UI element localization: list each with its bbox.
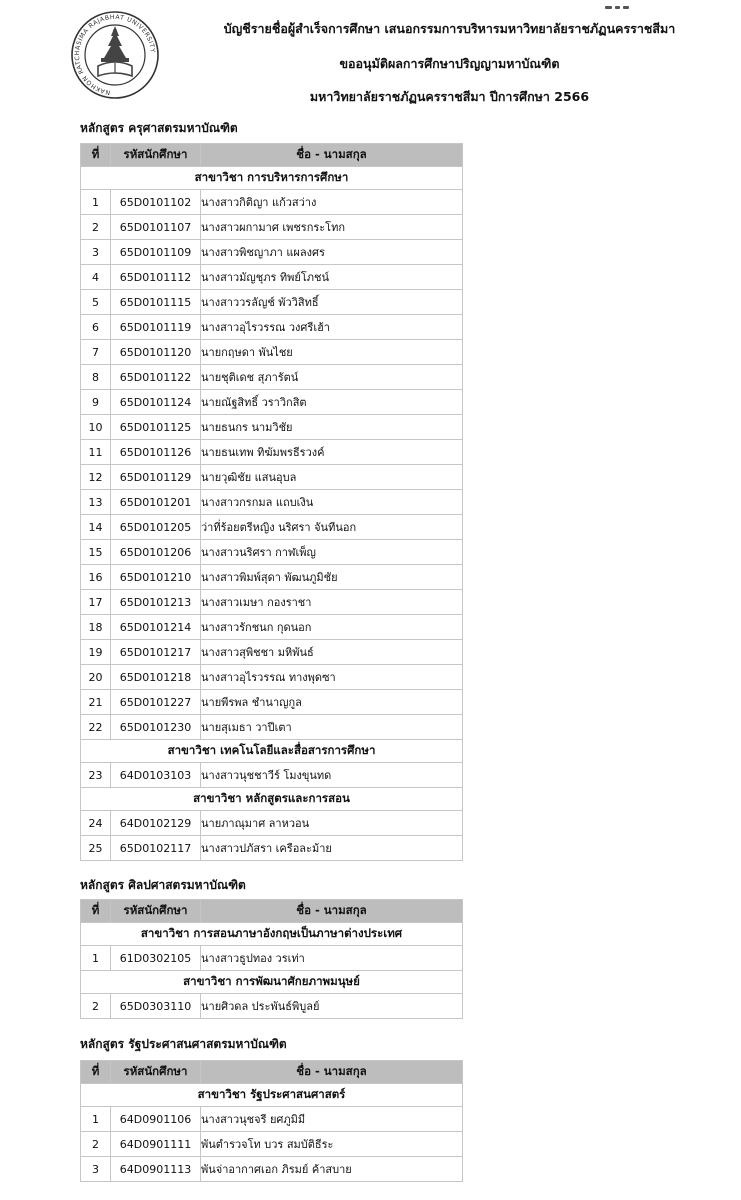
table-row [81, 665, 463, 690]
student-name: นางสาวนริศรา กาฬเพ็ญ [201, 540, 463, 565]
row-number: 2 [81, 215, 111, 240]
decorative-mark [605, 6, 629, 10]
student-id: 64D0901106 [111, 1107, 201, 1132]
student-id: 65D0101227 [111, 690, 201, 715]
branch-row [81, 788, 463, 811]
row-number: 14 [81, 515, 111, 540]
row-number: 15 [81, 540, 111, 565]
table-row [81, 590, 463, 615]
student-id: 65D0101109 [111, 240, 201, 265]
table-row [81, 811, 463, 836]
university-seal-logo [70, 10, 160, 100]
student-id: 65D0101201 [111, 490, 201, 515]
student-name: นายภาณุมาศ ลาหวอน [201, 811, 463, 836]
student-id: 65D0101115 [111, 290, 201, 315]
student-name: พันตำรวจโท บวร สมบัติธีระ [201, 1132, 463, 1157]
student-id: 65D0101126 [111, 440, 201, 465]
table-row [81, 265, 463, 290]
table-header-row [81, 900, 463, 923]
student-name: นางสาวปภัสรา เครือละม้าย [201, 836, 463, 861]
row-number: 17 [81, 590, 111, 615]
student-id: 64D0901113 [111, 1157, 201, 1182]
table-row [81, 490, 463, 515]
table-row [81, 415, 463, 440]
table-header-row [81, 144, 463, 167]
student-id: 64D0103103 [111, 763, 201, 788]
student-id: 65D0101107 [111, 215, 201, 240]
student-name: นายณัฐสิทธิ์ วราวิกสิต [201, 390, 463, 415]
branch-row [81, 971, 463, 994]
student-name: นายวุฒิชัย แสนอุบล [201, 465, 463, 490]
row-number: 22 [81, 715, 111, 740]
branch-row [81, 167, 463, 190]
student-name: นายสุเมธา วาปีเตา [201, 715, 463, 740]
row-number: 10 [81, 415, 111, 440]
row-number: 3 [81, 1157, 111, 1182]
student-id: 65D0101205 [111, 515, 201, 540]
table-row [81, 240, 463, 265]
student-name: นางสาวนุชชาวีร์ โมงขุนทด [201, 763, 463, 788]
student-name: นางสาวนุชจรี ยศภูมิมี [201, 1107, 463, 1132]
university-year-line: มหาวิทยาลัยราชภัฏนครราชสีมา ปีการศึกษา 2566 [309, 89, 590, 104]
student-name: นายศิวดล ประพันธ์พิบูลย์ [201, 994, 463, 1019]
student-name: ว่าที่ร้อยตรีหญิง นริศรา จันทีนอก [201, 515, 463, 540]
row-number: 20 [81, 665, 111, 690]
table-row [81, 290, 463, 315]
student-id: 65D0102117 [111, 836, 201, 861]
column-header-no: ที่ [81, 144, 111, 167]
row-number: 1 [81, 1107, 111, 1132]
student-id: 65D0101122 [111, 365, 201, 390]
row-number: 16 [81, 565, 111, 590]
row-number: 19 [81, 640, 111, 665]
table-row [81, 836, 463, 861]
branch-name: สาขาวิชา การพัฒนาศักยภาพมนุษย์ [81, 971, 463, 994]
program-title: หลักสูตร ศิลปศาสตรมหาบัณฑิต [80, 878, 246, 892]
student-id: 65D0101119 [111, 315, 201, 340]
table-row [81, 640, 463, 665]
document-subtitle: ขออนุมัติผลการศึกษาปริญญามหาบัณฑิต [339, 56, 560, 71]
table-row [81, 565, 463, 590]
table-row [81, 690, 463, 715]
table-row [81, 763, 463, 788]
branch-name: สาขาวิชา การบริหารการศึกษา [81, 167, 463, 190]
student-name: นางสาวรักชนก กุดนอก [201, 615, 463, 640]
student-id: 65D0101217 [111, 640, 201, 665]
row-number: 21 [81, 690, 111, 715]
student-id: 65D0101125 [111, 415, 201, 440]
student-name: นางสาวกรกมล แถบเงิน [201, 490, 463, 515]
row-number: 5 [81, 290, 111, 315]
student-id: 64D0901111 [111, 1132, 201, 1157]
student-id: 65D0101129 [111, 465, 201, 490]
table-row [81, 615, 463, 640]
row-number: 23 [81, 763, 111, 788]
student-name: นางสาวพิมพ์สุดา พัฒนภูมิชัย [201, 565, 463, 590]
table-row [81, 465, 463, 490]
row-number: 2 [81, 1132, 111, 1157]
table-row [81, 1107, 463, 1132]
row-number: 13 [81, 490, 111, 515]
student-name: นายธนกร นามวิชัย [201, 415, 463, 440]
student-name: นางสาวเมษา กองราชา [201, 590, 463, 615]
table-row [81, 1157, 463, 1182]
row-number: 4 [81, 265, 111, 290]
table-row [81, 190, 463, 215]
svg-text:NAKHON RATCHASIMA RAJABHAT UNI: NAKHON RATCHASIMA RAJABHAT UNIVERSITY [73, 13, 156, 96]
row-number: 12 [81, 465, 111, 490]
student-id: 65D0101230 [111, 715, 201, 740]
student-name: นายธนเทพ ทิฆัมพรธีรวงค์ [201, 440, 463, 465]
column-header-id: รหัสนักศึกษา [111, 144, 201, 167]
program-title: หลักสูตร ครุศาสตรมหาบัณฑิต [80, 121, 238, 135]
table-row [81, 946, 463, 971]
branch-name: สาขาวิชา รัฐประศาสนศาสตร์ [81, 1084, 463, 1107]
row-number: 7 [81, 340, 111, 365]
student-name: นางสาววรลัญช์ พัววิสิทธิ์ [201, 290, 463, 315]
branch-row [81, 1084, 463, 1107]
row-number: 9 [81, 390, 111, 415]
student-id: 65D0101214 [111, 615, 201, 640]
student-name: นายพีรพล ชำนาญกูล [201, 690, 463, 715]
student-id: 65D0101213 [111, 590, 201, 615]
program-title: หลักสูตร รัฐประศาสนศาสตรมหาบัณฑิต [80, 1037, 287, 1051]
table-row [81, 365, 463, 390]
branch-name: สาขาวิชา เทคโนโลยีและสื่อสารการศึกษา [81, 740, 463, 763]
column-header-name: ชื่อ - นามสกุล [201, 900, 463, 923]
table-row [81, 215, 463, 240]
table-row [81, 440, 463, 465]
student-name: นางสาวสุพิชชา มหิพันธ์ [201, 640, 463, 665]
column-header-no: ที่ [81, 1061, 111, 1084]
row-number: 8 [81, 365, 111, 390]
branch-row [81, 740, 463, 763]
branch-row [81, 923, 463, 946]
student-id: 65D0101218 [111, 665, 201, 690]
student-name: นายกฤษดา พันไชย [201, 340, 463, 365]
student-name: นางสาวอุไรวรรณ วงศรีเฮ้า [201, 315, 463, 340]
student-id: 65D0101210 [111, 565, 201, 590]
column-header-id: รหัสนักศึกษา [111, 1061, 201, 1084]
table-row [81, 540, 463, 565]
row-number: 1 [81, 190, 111, 215]
branch-name: สาขาวิชา การสอนภาษาอังกฤษเป็นภาษาต่างประเทศ [81, 923, 463, 946]
student-id: 65D0101112 [111, 265, 201, 290]
row-number: 3 [81, 240, 111, 265]
table-row [81, 994, 463, 1019]
student-name: นางสาวกิติญา แก้วสว่าง [201, 190, 463, 215]
student-id: 65D0101206 [111, 540, 201, 565]
row-number: 11 [81, 440, 111, 465]
student-id: 65D0101124 [111, 390, 201, 415]
column-header-name: ชื่อ - นามสกุล [201, 1061, 463, 1084]
student-table [80, 899, 463, 1019]
student-id: 65D0303110 [111, 994, 201, 1019]
table-row [81, 315, 463, 340]
table-row [81, 390, 463, 415]
table-row [81, 1132, 463, 1157]
table-row [81, 340, 463, 365]
table-header-row [81, 1061, 463, 1084]
student-name: นางสาวพิชญาภา แผลงศร [201, 240, 463, 265]
column-header-no: ที่ [81, 900, 111, 923]
row-number: 18 [81, 615, 111, 640]
column-header-name: ชื่อ - นามสกุล [201, 144, 463, 167]
student-name: นางสาวผกามาศ เพชรกระโทก [201, 215, 463, 240]
row-number: 1 [81, 946, 111, 971]
row-number: 24 [81, 811, 111, 836]
student-id: 65D0101102 [111, 190, 201, 215]
student-table [80, 143, 463, 861]
student-id: 61D0302105 [111, 946, 201, 971]
row-number: 2 [81, 994, 111, 1019]
table-row [81, 515, 463, 540]
student-name: นางสาวมัญชุภร ทิพย์โภชน์ [201, 265, 463, 290]
row-number: 6 [81, 315, 111, 340]
row-number: 25 [81, 836, 111, 861]
branch-name: สาขาวิชา หลักสูตรและการสอน [81, 788, 463, 811]
student-name: นางสาวอุไรวรรณ ทางพุดซา [201, 665, 463, 690]
document-title: บัญชีรายชื่อผู้สำเร็จการศึกษา เสนอกรรมการบริหารมหาวิทยาลัยราชภัฏนครราชสีมา [223, 21, 676, 36]
table-row [81, 715, 463, 740]
student-name: นางสาวธูปทอง วรเท่า [201, 946, 463, 971]
student-id: 65D0101120 [111, 340, 201, 365]
student-id: 64D0102129 [111, 811, 201, 836]
student-table [80, 1060, 463, 1182]
column-header-id: รหัสนักศึกษา [111, 900, 201, 923]
student-name: นายชุติเดช สุภารัตน์ [201, 365, 463, 390]
student-name: พันจ่าอากาศเอก ภิรมย์ ค้าสบาย [201, 1157, 463, 1182]
